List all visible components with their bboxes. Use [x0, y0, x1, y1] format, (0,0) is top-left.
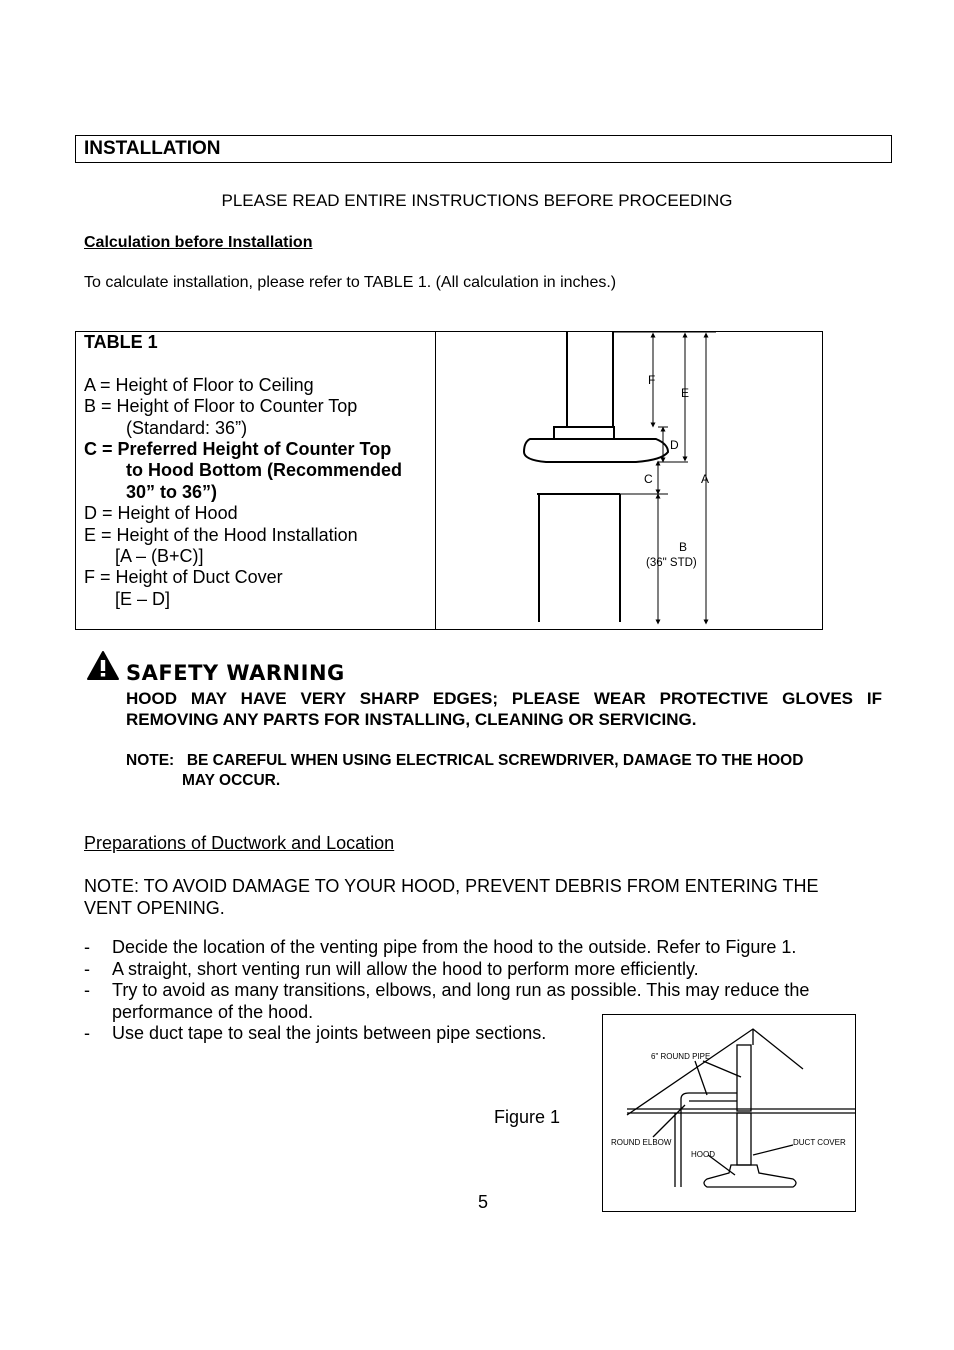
legend-d: D = Height of Hood — [84, 503, 238, 524]
bullet-mark: - — [84, 1023, 90, 1043]
list-item — [84, 959, 874, 981]
legend-a: A = Height of Floor to Ceiling — [84, 374, 314, 395]
figure-1 — [602, 1014, 856, 1212]
legend-c-line3: 30” to 36”) — [126, 481, 218, 502]
ductwork-heading: Preparations of Ductwork and Location — [84, 833, 395, 853]
bullet-text: Try to avoid as many transitions, elbows, and long run as possible. This may reduce the — [112, 980, 810, 1000]
page-number: 5 — [478, 1192, 489, 1212]
calc-heading: Calculation before Installation — [84, 234, 313, 251]
bullet-mark: - — [84, 937, 90, 957]
label-round-pipe: 6" ROUND PIPE — [651, 1052, 711, 1061]
label-round-elbow: ROUND ELBOW — [611, 1138, 672, 1147]
read-instructions-notice: PLEASE READ ENTIRE INSTRUCTIONS BEFORE PROCEEDING — [221, 191, 733, 210]
hood-dimension-diagram — [436, 332, 822, 629]
note-label: NOTE: — [126, 752, 175, 769]
spacer — [84, 353, 402, 374]
round-pipe-vertical — [737, 1045, 751, 1111]
safety-warning-title: SAFETY WARNING — [126, 661, 345, 685]
label-b: B — [679, 540, 688, 554]
table-1 — [75, 331, 823, 630]
list-item — [84, 980, 874, 1002]
note-line1: BE CAREFUL WHEN USING ELECTRICAL SCREWDRIVER, DAMAGE TO THE HOOD — [186, 752, 804, 769]
legend-f-formula: [E – D] — [115, 588, 171, 609]
label-d: D — [670, 438, 679, 452]
warning-icon — [86, 650, 120, 682]
ductwork-note-line1: NOTE: TO AVOID DAMAGE TO YOUR HOOD, PREVENT DEBRIS FROM ENTERING THE — [84, 876, 819, 896]
ductwork-figure — [603, 1015, 855, 1211]
label-hood: HOOD — [691, 1150, 715, 1159]
ductwork-note-line2: VENT OPENING. — [84, 897, 225, 918]
bullet-text: Decide the location of the venting pipe from the hood to the outside. Refer to Figure 1. — [112, 937, 797, 957]
calc-text: To calculate installation, please refer to TABLE 1. (All calculation in inches.) — [84, 274, 617, 291]
safety-warning-text: HOOD MAY HAVE VERY SHARP EDGES; PLEASE WEAR PROTECTIVE GLOVES IF REMOVING ANY PARTS FOR INSTALLING, CLEANING OR SERVICING. — [126, 689, 882, 729]
label-a: A — [701, 472, 710, 486]
list-item — [84, 937, 874, 959]
bullet-text: A straight, short venting run will allow the hood to perform more efficiently. — [112, 958, 699, 979]
table-1-title: TABLE 1 — [84, 332, 158, 352]
label-duct-cover: DUCT COVER — [793, 1138, 846, 1147]
section-title: INSTALLATION — [84, 138, 221, 159]
duct-cover — [737, 1113, 751, 1165]
label-b-std: (36" STD) — [646, 557, 697, 569]
bullet-text: Use duct tape to seal the joints between pipe sections. — [112, 1023, 547, 1043]
legend-b: B = Height of Floor to Counter Top — [84, 396, 358, 417]
label-c: C — [644, 472, 653, 486]
section-header-box — [75, 135, 892, 163]
bullet-mark: - — [84, 958, 90, 979]
hood-canopy — [524, 439, 668, 462]
bullet-text: performance of the hood. — [112, 1001, 314, 1022]
legend-e-formula: [A – (B+C)] — [115, 546, 204, 567]
hood-collar — [554, 427, 614, 439]
figure-1-caption: Figure 1 — [494, 1107, 561, 1127]
bullet-mark: - — [84, 980, 90, 1000]
legend-f: F = Height of Duct Cover — [84, 567, 283, 588]
legend-e: E = Height of the Hood Installation — [84, 524, 358, 545]
legend-c-line2: to Hood Bottom (Recommended — [126, 460, 402, 481]
note-line2: MAY OCCUR. — [182, 772, 281, 789]
label-e: E — [681, 386, 690, 400]
legend-c: C = Preferred Height of Counter Top — [84, 439, 392, 460]
hood-shape — [704, 1165, 796, 1187]
table-1-legend — [84, 332, 402, 610]
legend-b-standard: (Standard: 36”) — [126, 417, 248, 438]
label-f: F — [648, 373, 656, 387]
screwdriver-note — [126, 751, 803, 791]
roof-line — [627, 1029, 803, 1115]
ductwork-note — [84, 876, 818, 919]
